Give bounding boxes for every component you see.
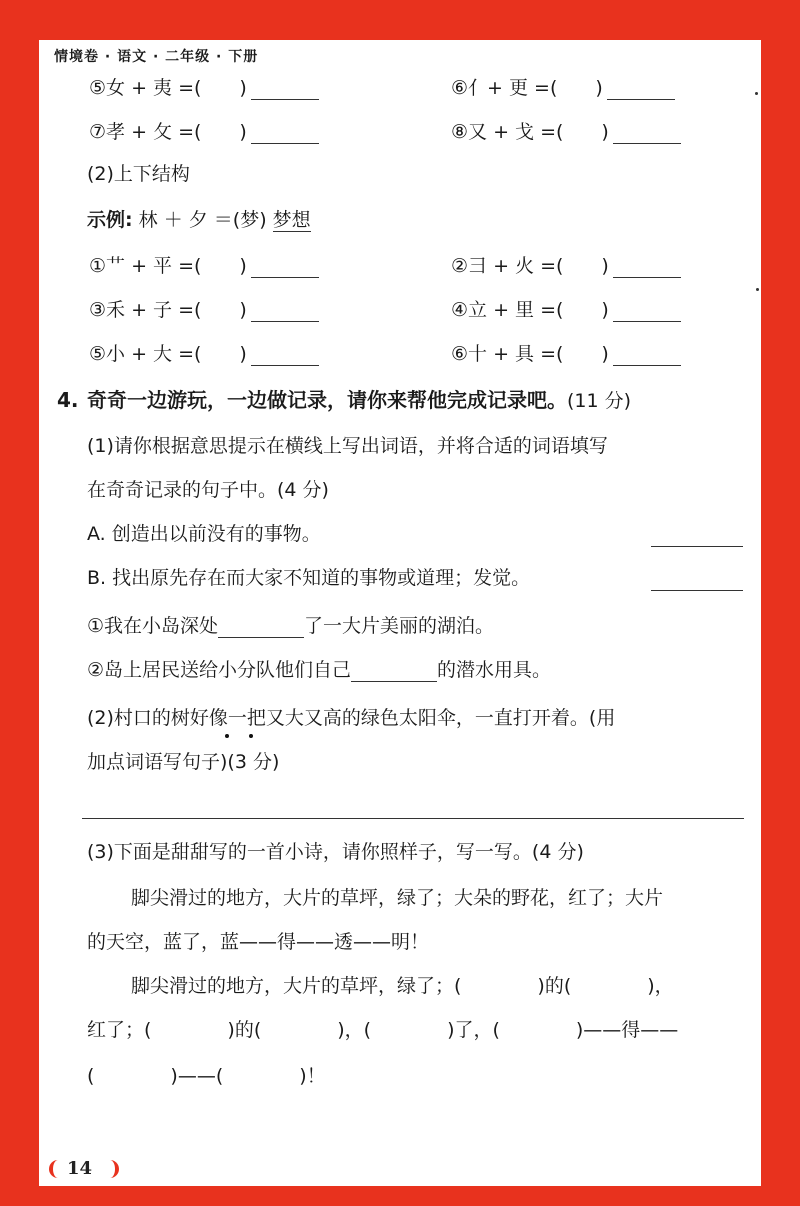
exercise-row: ⑥十 + 具 =( ) <box>451 342 681 366</box>
poem-line: 脚尖滑过的地方，大片的草坪，绿了；大朵的野花，红了；大片 <box>131 887 664 909</box>
example-word: 梦想 <box>272 209 311 231</box>
answer-blank[interactable] <box>251 301 319 322</box>
exercise-row: ⑧又 + 戈 =( ) <box>451 120 681 144</box>
exercise-row: ④立 + 里 =( ) <box>451 298 681 322</box>
answer-blank[interactable] <box>218 617 304 638</box>
instruction-line: 加点词语写句子)(3 分) <box>87 751 280 773</box>
emphasis-dot <box>249 734 253 738</box>
fill-poem-line[interactable]: 红了；( )的( )，( )了，( )——得—— <box>87 1019 679 1041</box>
fill-poem-line[interactable]: ( )——( )！ <box>87 1065 326 1087</box>
answer-blank[interactable] <box>251 79 319 100</box>
example-label: 示例: <box>87 209 133 231</box>
scan-mark <box>756 288 759 291</box>
example-text: 林 ＋ 夕 ＝(梦) <box>138 209 267 231</box>
question-number: 4. <box>57 388 79 412</box>
section-heading: (3)下面是甜甜写的一首小诗，请你照样子，写一写。(4 分) <box>87 841 584 863</box>
worksheet-page <box>39 40 761 1186</box>
instruction-line: (2)村口的树好像一把又大又高的绿色太阳伞，一直打开着。(用 <box>87 707 616 729</box>
answer-blank-b[interactable] <box>651 570 743 591</box>
answer-blank[interactable] <box>251 257 319 278</box>
page-badge-wing-left <box>49 1160 67 1178</box>
exercise-row: ②彐 + 火 =( ) <box>451 254 681 278</box>
answer-blank[interactable] <box>613 123 681 144</box>
section-heading: (2)上下结构 <box>87 163 190 185</box>
page-header: 情境卷 · 语文 · 二年级 · 下册 <box>54 49 259 65</box>
answer-blank[interactable] <box>251 345 319 366</box>
instruction-line: (1)请你根据意思提示在横线上写出词语，并将合适的词语填写 <box>87 435 608 457</box>
scan-mark <box>755 92 758 95</box>
exercise-row: ⑤小 + 大 =( ) <box>89 342 319 366</box>
answer-blank[interactable] <box>613 257 681 278</box>
fill-sentence-1: ①我在小岛深处 了一大片美丽的湖泊。 <box>87 615 495 637</box>
hint-b: B. 找出原先存在而大家不知道的事物或道理；发觉。 <box>87 567 531 589</box>
exercise-row: ⑤女 + 夷 =( ) <box>89 76 319 100</box>
exercise-row: ①艹 + 平 =( ) <box>89 254 319 278</box>
exercise-row: ③禾 + 子 =( ) <box>89 298 319 322</box>
emphasis-dot <box>225 734 229 738</box>
fill-poem-line[interactable]: 脚尖滑过的地方，大片的草坪，绿了；( )的( )， <box>131 975 674 997</box>
exercise-row: ⑥亻+ 更 =( ) <box>451 76 675 100</box>
answer-blank-a[interactable] <box>651 526 743 547</box>
question-title: 奇奇一边游玩，一边做记录，请你来帮他完成记录吧。(11 分) <box>87 388 632 412</box>
answer-blank[interactable] <box>613 345 681 366</box>
answer-blank[interactable] <box>607 79 675 100</box>
hint-a: A. 创造出以前没有的事物。 <box>87 523 321 545</box>
page-badge-wing-right <box>101 1160 119 1178</box>
page-number: 14 <box>67 1158 93 1179</box>
instruction-line: 在奇奇记录的句子中。(4 分) <box>87 479 329 501</box>
poem-line: 的天空，蓝了，蓝——得——透——明！ <box>87 931 430 953</box>
question-score: (11 分) <box>567 390 632 412</box>
example-line <box>87 208 311 232</box>
fill-sentence-2: ②岛上居民送给小分队他们自己 的潜水用具。 <box>87 659 552 681</box>
answer-blank[interactable] <box>251 123 319 144</box>
answer-blank[interactable] <box>351 661 437 682</box>
answer-blank[interactable] <box>613 301 681 322</box>
answer-line[interactable] <box>82 818 744 819</box>
exercise-row: ⑦孝 + 攵 =( ) <box>89 120 319 144</box>
